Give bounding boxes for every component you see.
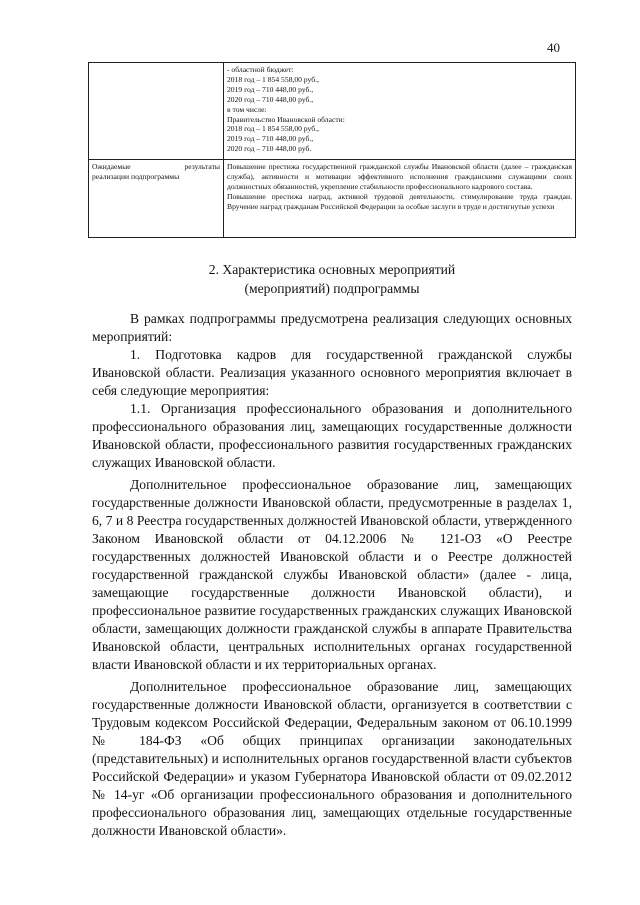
- table-cell-results: [224, 160, 576, 238]
- results-paragraph-2: Повышение престижа наград, активной трудовой деятельности, стимулирование труда граждан. Вручение наград гражданам Российской Федерации за особые заслуги в труде и достигнутые успехи: [227, 191, 572, 211]
- table-row-results: [89, 160, 576, 238]
- budget-line: Правительство Ивановской области:: [227, 114, 345, 124]
- program-table: [88, 62, 576, 238]
- results-label-line2: реализации подпрограммы: [92, 171, 180, 181]
- budget-line: 2019 год – 710 448,00 руб.,: [227, 84, 314, 94]
- budget-line: 2018 год – 1 854 558,00 руб.,: [227, 74, 319, 84]
- paragraph-item-1: 1. Подготовка кадров для государственной гражданской службы Ивановской области. Реализация указанного основного мероприятия включает в себя следующие мероприятия:: [92, 347, 572, 398]
- budget-line: 2020 год – 710 448,00 руб.,: [227, 94, 314, 104]
- section-heading: [88, 260, 576, 298]
- section-heading-line2: (мероприятий) подпрограммы: [244, 281, 420, 296]
- budget-line: в том числе:: [227, 104, 267, 114]
- budget-line: 2018 год – 1 854 558,00 руб.,: [227, 124, 319, 134]
- table-row-budget: [89, 63, 576, 160]
- budget-line: 2020 год – 710 448,00 руб.: [227, 144, 312, 154]
- budget-line: - областной бюджет:: [227, 65, 294, 74]
- paragraph-legal-basis: Дополнительное профессиональное образование лиц, замещающих государственные должности Ивановской области, организуется в соответствии с Трудовым кодексом Российской Федерации, Федеральным законом от 06.10.1999 № 184-ФЗ «Об общих принципах организации законодательных (представительных) и исполнительных органов государственной власти субъектов Российской Федерации» и указом Губернатора Ивановской области от 09.02.2012 № 14-уг «Об организации профессионального образования и дополнительного профессионального образования лиц, замещающих отдельные государственные должности Ивановской области».: [92, 679, 572, 838]
- paragraph-intro: В рамках подпрограммы предусмотрена реализация следующих основных мероприятий:: [92, 311, 572, 344]
- results-label-line1: Ожидаемые результаты: [92, 162, 220, 171]
- budget-line: 2019 год – 710 448,00 руб.,: [227, 134, 314, 144]
- body-text: [92, 310, 572, 840]
- table-cell-results-label: [89, 160, 224, 238]
- section-heading-line1: 2. Характеристика основных мероприятий: [208, 262, 456, 277]
- table-cell-budget: [224, 63, 576, 160]
- page-number: 40: [547, 40, 560, 55]
- paragraph-education: Дополнительное профессиональное образование лиц, замещающих государственные должности Ивановской области, предусмотренные в разделах 1, 6, 7 и 8 Реестра государственных должностей Ивановской области, утвержденного Законом Ивановской области от 04.12.2006 № 121-ОЗ «О Реестре государственных должностей Ивановской области и о Реестре должностей государственной гражданской службы Ивановской области» (далее - лица, замещающие государственные должности Ивановской области), и профессиональное развитие государственных гражданских служащих Ивановской области, замещающих должности гражданской службы в аппарате Правительства Ивановской области, центральных исполнительных органах государственной власти Ивановской области и их территориальных органах.: [92, 477, 572, 672]
- paragraph-item-1-1: 1.1. Организация профессионального образования и дополнительного профессионального образования лиц, замещающих государственные должности Ивановской области, профессионального развития государственных гражданских служащих Ивановской области.: [92, 401, 572, 470]
- results-paragraph-1: Повышение престижа государственной гражданской службы Ивановской области (далее – гражданская служба), активности и мотивации эффективного исполнения гражданскими служащими своих должностных обязанностей, укрепление стабильности профессионального кадрового состава.: [227, 162, 572, 191]
- table-cell-empty: [89, 63, 224, 160]
